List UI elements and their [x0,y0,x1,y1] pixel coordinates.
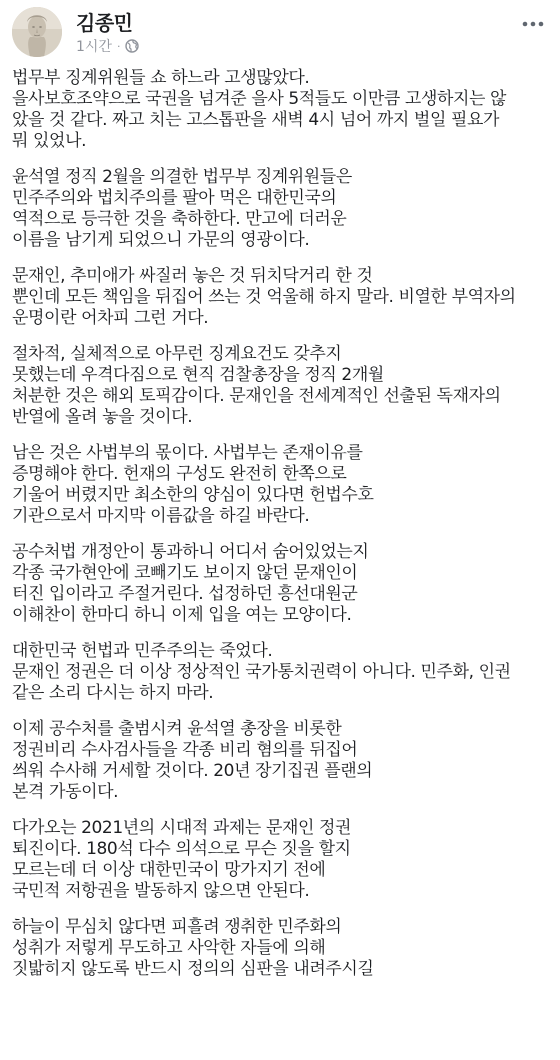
post-text-line: 절차적, 실체적으로 아무런 징계요건도 갖추지 [12,344,342,364]
post-paragraph [12,443,552,527]
post-text [12,68,552,995]
post-text-line: 문재인 정권은 더 이상 정상적인 국가통치권력이 아니다. 민주화, 인권 [12,662,511,682]
more-dots-icon [522,21,544,27]
post-paragraph [12,344,552,428]
post-text-line: 씌워 수사해 거세할 것이다. 20년 장기집권 플랜의 [12,761,373,781]
post-text-line: 다가오는 2021년의 시대적 과제는 문재인 정권 [12,818,352,838]
post-timestamp[interactable]: 1시간 [76,39,112,55]
post-text-line: 윤석열 정직 2월을 의결한 법무부 징계위원들은 [12,167,352,187]
post-text-line: 모르는데 더 이상 대한민국이 망가지기 전에 [12,860,326,880]
post-text-line: 각종 국가현안에 코빼기도 보이지 않던 문재인이 [12,563,358,583]
post-paragraph [12,917,552,980]
post-text-line: 이제 공수처를 출범시켜 윤석열 총장을 비롯한 [12,719,342,739]
post-text-line: 운명이란 어차피 그런 거다. [12,308,209,328]
post-text-line: 기관으로서 마지막 이름값을 하길 바란다. [12,506,310,526]
post-paragraph [12,641,552,704]
post-text-line: 역적으로 등극한 것을 축하한다. 만고에 더러운 [12,209,347,229]
post-text-line: 대한민국 헌법과 민주주의는 죽었다. [12,641,273,661]
post-paragraph [12,719,552,803]
post-text-line: 본격 가동이다. [12,782,119,802]
separator-dot: · [116,39,121,53]
globe-icon[interactable] [125,39,139,53]
post-meta [76,36,139,56]
post-text-line: 법무부 징계위원들 쇼 하느라 고생많았다. [12,68,310,88]
post-text-line: 민주주의와 법치주의를 팔아 먹은 대한민국의 [12,188,337,208]
post-paragraph [12,542,552,626]
post-text-line: 국민적 저항권을 발동하지 않으면 안된다. [12,881,310,901]
post-text-line: 이름을 남기게 되었으니 가문의 영광이다. [12,230,310,250]
more-options-button[interactable] [520,14,546,34]
post-text-line: 하늘이 무심치 않다면 피흘려 쟁취한 민주화의 [12,917,342,937]
post-text-line: 이해찬이 한마디 하니 이제 입을 여는 모양이다. [12,605,352,625]
post-header [0,0,560,64]
post-text-line: 남은 것은 사법부의 몫이다. 사법부는 존재이유를 [12,443,363,463]
post-text-line: 기울어 버렸지만 최소한의 양심이 있다면 헌법수호 [12,485,374,505]
post-text-line: 반열에 올려 놓을 것이다. [12,407,193,427]
post-text-line: 았을 것 같다. 짜고 치는 고스톱판을 새벽 4시 넘어 까지 벌일 필요가 [12,110,500,130]
post-text-line: 성취가 저렇게 무도하고 사악한 자들에 의해 [12,938,326,958]
post-text-line: 짓밟히지 않도록 반드시 정의의 심판을 내려주시길 [12,959,374,979]
statue-avatar-icon [12,7,62,57]
author-avatar[interactable] [12,7,62,57]
post-text-line: 퇴진이다. 180석 다수 의석으로 무슨 짓을 할지 [12,839,351,859]
post-text-line: 문재인, 추미애가 싸질러 놓은 것 뒤치닥거리 한 것 [12,266,373,286]
post-text-line: 못했는데 우격다짐으로 현직 검찰총장을 정직 2개월 [12,365,384,385]
post-paragraph [12,266,552,329]
post-text-line: 을사보호조약으로 국권을 넘겨준 을사 5적들도 이만큼 고생하지는 않 [12,89,507,109]
post-text-line: 처분한 것은 해외 토픽감이다. 문재인을 전세계적인 선출된 독재자의 [12,386,501,406]
post-text-line: 뭐 있었나. [12,131,87,151]
post-text-line: 뿐인데 모든 책임을 뒤집어 쓰는 것 억울해 하지 말라. 비열한 부역자의 [12,287,516,307]
post-text-line: 정권비리 수사검사들을 각종 비리 혐의를 뒤집어 [12,740,358,760]
post-text-line: 공수처법 개정안이 통과하니 어디서 숨어있었는지 [12,542,369,562]
post-text-line: 터진 입이라고 주절거린다. 섭정하던 흥선대원군 [12,584,358,604]
post-paragraph [12,818,552,902]
author-name[interactable]: 김종민 [76,11,133,35]
post-paragraph [12,68,552,152]
post-paragraph [12,167,552,251]
post-text-line: 같은 소리 다시는 하지 마라. [12,683,214,703]
post-text-line: 증명해야 한다. 헌재의 구성도 완전히 한쪽으로 [12,464,347,484]
